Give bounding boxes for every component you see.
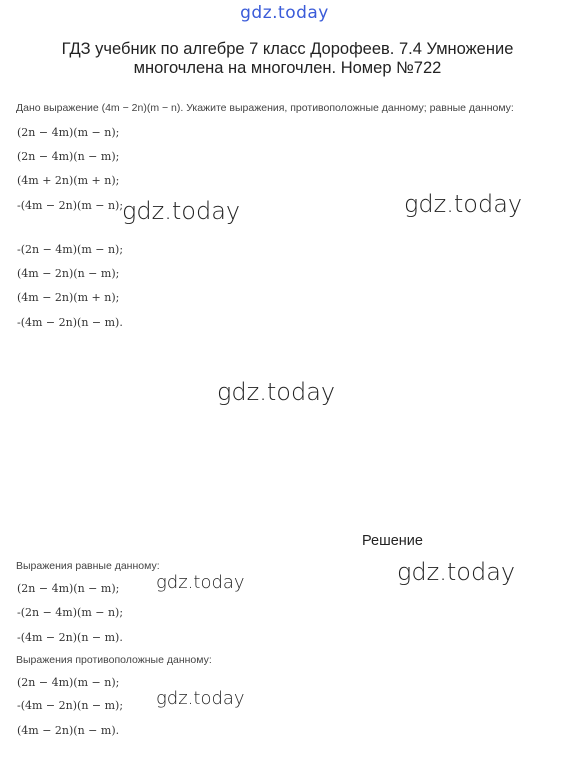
opposite-expression-2: -(4m − 2n)(n − m); bbox=[17, 699, 124, 712]
site-logo[interactable]: gdz.today bbox=[240, 3, 329, 23]
task-expression-8: -(4m − 2n)(n − m). bbox=[17, 316, 123, 329]
task-expression-1: (2n − 4m)(m − n); bbox=[17, 126, 120, 139]
task-expression-5: -(2n − 4m)(m − n); bbox=[17, 243, 124, 256]
equal-expression-2: -(2n − 4m)(m − n); bbox=[17, 606, 124, 619]
equal-expression-3: -(4m − 2n)(n − m). bbox=[17, 631, 123, 644]
solution-heading: Решение bbox=[362, 533, 423, 549]
task-expression-4: -(4m − 2n)(m − n); bbox=[17, 199, 124, 212]
watermark: gdz.today bbox=[156, 688, 245, 709]
task-statement: Дано выражение (4m − 2n)(m − n). Укажите выражения, противоположные данному; равные данному: bbox=[16, 102, 514, 114]
task-expression-2: (2n − 4m)(n − m); bbox=[17, 150, 120, 163]
task-expression-3: (4m + 2n)(m + n); bbox=[17, 174, 120, 187]
watermark: gdz.today bbox=[156, 572, 245, 593]
task-expression-7: (4m − 2n)(m + n); bbox=[17, 291, 120, 304]
watermark: gdz.today bbox=[217, 378, 336, 406]
watermark: gdz.today bbox=[397, 558, 516, 586]
page-title: ГДЗ учебник по алгебре 7 класс Дорофеев. 7.4 Умножение многочлена на многочлен. Номер №722 bbox=[61, 40, 514, 77]
watermark: gdz.today bbox=[404, 190, 523, 218]
opposite-expression-1: (2n − 4m)(m − n); bbox=[17, 676, 120, 689]
equal-label: Выражения равные данному: bbox=[16, 560, 160, 572]
opposite-expression-3: (4m − 2n)(n − m). bbox=[17, 724, 120, 737]
equal-expression-1: (2n − 4m)(n − m); bbox=[17, 582, 120, 595]
task-expression-6: (4m − 2n)(n − m); bbox=[17, 267, 120, 280]
watermark: gdz.today bbox=[122, 197, 241, 225]
opposite-label: Выражения противоположные данному: bbox=[16, 654, 212, 666]
